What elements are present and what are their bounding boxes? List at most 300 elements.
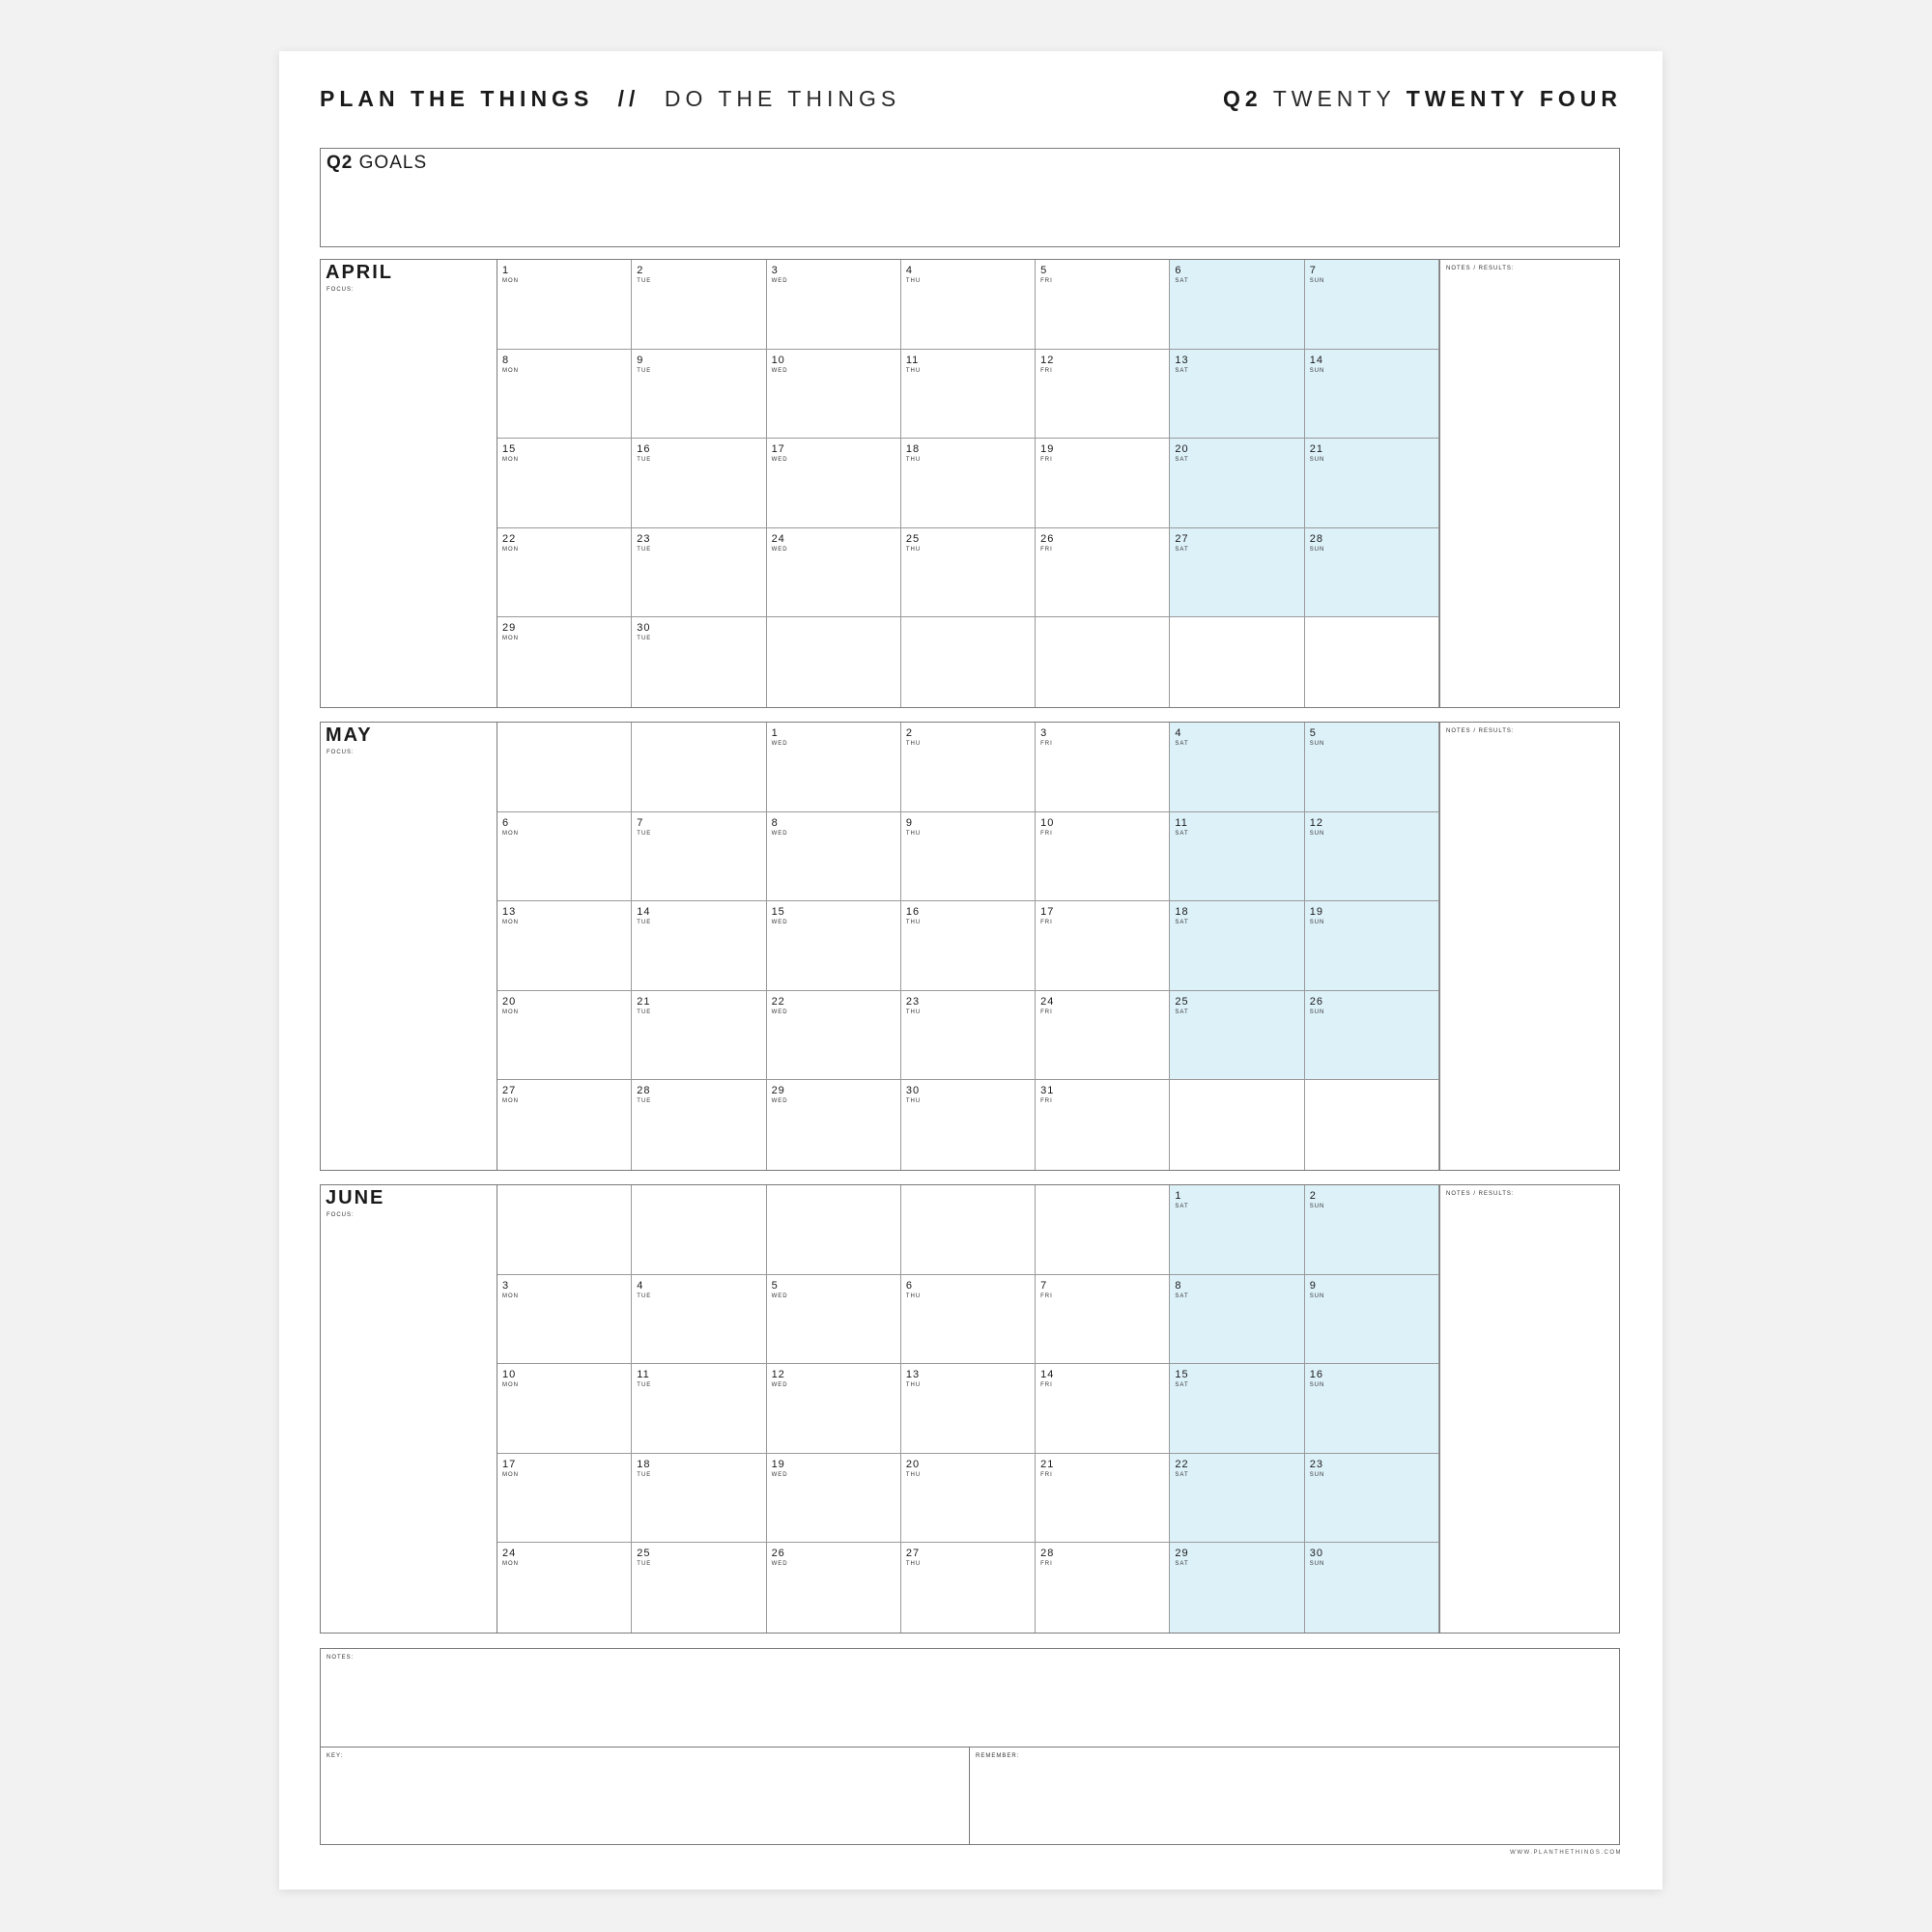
day-name: MON <box>502 1293 519 1299</box>
day-cell[interactable] <box>1170 723 1304 812</box>
day-cell[interactable] <box>632 1275 766 1365</box>
day-number: 30 <box>905 1085 921 1097</box>
day-name: WED <box>771 1098 788 1105</box>
day-number: 3 <box>771 265 779 276</box>
day-cell[interactable] <box>497 1080 632 1170</box>
day-name: SAT <box>1175 830 1189 837</box>
day-number: 29 <box>1175 1548 1189 1560</box>
day-cell[interactable] <box>901 1364 1036 1454</box>
day-name: WED <box>771 1471 788 1478</box>
day-number: 28 <box>1040 1548 1055 1560</box>
focus-label: FOCUS: <box>327 287 355 293</box>
empty-day-cell <box>497 723 632 812</box>
day-cell[interactable] <box>497 617 632 707</box>
day-name: WED <box>771 920 788 926</box>
day-number: 12 <box>771 1369 785 1381</box>
day-number: 17 <box>1040 906 1055 919</box>
day-name: FRI <box>1040 457 1053 464</box>
day-name: WED <box>771 741 788 747</box>
day-name: TUE <box>637 546 652 553</box>
day-number: 5 <box>1040 265 1048 276</box>
day-name: TUE <box>637 830 652 837</box>
day-name: TUE <box>637 636 652 642</box>
day-number: 16 <box>637 443 651 456</box>
day-name: SAT <box>1175 1561 1189 1568</box>
day-name: FRI <box>1040 546 1053 553</box>
day-number: 1 <box>771 727 779 739</box>
day-name: WED <box>771 1561 788 1568</box>
day-cell[interactable] <box>767 723 901 812</box>
day-cell[interactable] <box>767 1543 901 1633</box>
day-cell[interactable] <box>632 260 766 350</box>
day-number: 8 <box>502 354 510 366</box>
remember-box[interactable] <box>970 1747 1619 1844</box>
day-cell[interactable] <box>1305 901 1439 991</box>
day-cell[interactable] <box>1170 1364 1304 1454</box>
day-number: 5 <box>1309 727 1317 739</box>
month-focus-panel[interactable] <box>321 1185 497 1633</box>
day-name: TUE <box>637 1293 652 1299</box>
day-cell[interactable] <box>1170 901 1304 991</box>
header <box>320 86 1622 125</box>
day-number: 26 <box>771 1548 785 1560</box>
day-name: THU <box>905 830 922 837</box>
empty-day-cell <box>632 1185 766 1275</box>
day-cell[interactable] <box>901 991 1036 1081</box>
day-name: SUN <box>1309 367 1325 374</box>
day-cell[interactable] <box>767 528 901 618</box>
notes-results-label: NOTES / RESULTS: <box>1446 1191 1515 1197</box>
month-notes-results[interactable] <box>1439 1185 1619 1633</box>
empty-day-cell <box>1305 617 1439 707</box>
day-name: SUN <box>1309 1009 1325 1015</box>
day-cell[interactable] <box>901 350 1036 440</box>
day-number: 30 <box>637 622 651 635</box>
day-cell[interactable] <box>497 260 632 350</box>
day-name: MON <box>502 1471 519 1478</box>
day-cell[interactable] <box>497 1543 632 1633</box>
day-cell[interactable] <box>1036 1543 1170 1633</box>
day-name: FRI <box>1040 367 1053 374</box>
day-name: SAT <box>1175 1471 1189 1478</box>
day-number: 2 <box>905 727 913 739</box>
day-number: 2 <box>1309 1190 1317 1202</box>
day-cell[interactable] <box>1036 901 1170 991</box>
day-name: WED <box>771 1382 788 1389</box>
day-cell[interactable] <box>1036 1275 1170 1365</box>
day-cell[interactable] <box>1036 812 1170 902</box>
day-name: FRI <box>1040 1009 1053 1015</box>
day-name: WED <box>771 367 788 374</box>
day-name: MON <box>502 830 519 837</box>
focus-label: FOCUS: <box>327 1212 355 1218</box>
day-cell[interactable] <box>767 1364 901 1454</box>
day-name: SUN <box>1309 1204 1325 1209</box>
notes-results-label: NOTES / RESULTS: <box>1446 728 1515 734</box>
day-name: SUN <box>1309 1293 1325 1299</box>
day-name: SUN <box>1309 1561 1325 1568</box>
day-cell[interactable] <box>767 812 901 902</box>
day-cell[interactable] <box>497 812 632 902</box>
day-name: MON <box>502 546 519 553</box>
day-name: THU <box>905 741 922 747</box>
goals-box[interactable] <box>320 148 1620 247</box>
header-quarter <box>1223 86 1622 112</box>
day-number: 21 <box>1309 443 1323 456</box>
day-number: 21 <box>1040 1458 1055 1470</box>
day-name: MON <box>502 1098 519 1105</box>
day-cell[interactable] <box>632 439 766 528</box>
day-number: 19 <box>771 1458 785 1470</box>
day-number: 29 <box>502 622 517 635</box>
day-cell[interactable] <box>767 1275 901 1365</box>
day-cell[interactable] <box>1305 723 1439 812</box>
day-number: 31 <box>1040 1085 1055 1097</box>
day-number: 15 <box>502 443 517 456</box>
empty-day-cell <box>497 1185 632 1275</box>
day-number: 9 <box>1309 1279 1317 1292</box>
day-cell[interactable] <box>632 350 766 440</box>
day-number: 27 <box>905 1548 921 1560</box>
day-name: WED <box>771 278 788 284</box>
day-number: 24 <box>502 1548 517 1560</box>
day-number: 23 <box>905 995 921 1008</box>
day-number: 7 <box>1309 265 1317 276</box>
day-name: FRI <box>1040 830 1053 837</box>
day-cell[interactable] <box>1170 350 1304 440</box>
day-name: FRI <box>1040 278 1053 284</box>
day-name: SUN <box>1309 1382 1325 1389</box>
day-cell[interactable] <box>1170 1454 1304 1544</box>
day-name: SAT <box>1175 278 1189 284</box>
day-cell[interactable] <box>767 901 901 991</box>
day-cell[interactable] <box>632 1543 766 1633</box>
day-name: SAT <box>1175 1293 1189 1299</box>
day-number: 15 <box>771 906 785 919</box>
day-cell[interactable] <box>1170 439 1304 528</box>
day-name: SAT <box>1175 1204 1189 1209</box>
day-number: 14 <box>637 906 651 919</box>
month-block-1 <box>320 722 1620 1171</box>
day-cell[interactable] <box>901 439 1036 528</box>
day-cell[interactable] <box>632 617 766 707</box>
day-number: 22 <box>771 995 785 1008</box>
day-number: 25 <box>905 532 921 545</box>
planner-sheet <box>279 51 1662 1889</box>
day-cell[interactable] <box>1036 350 1170 440</box>
day-cell[interactable] <box>1170 812 1304 902</box>
day-number: 26 <box>1040 532 1055 545</box>
day-name: THU <box>905 1561 922 1568</box>
day-name: SAT <box>1175 1382 1189 1389</box>
day-cell[interactable] <box>1036 1364 1170 1454</box>
day-number: 4 <box>637 1279 644 1292</box>
month-notes-results[interactable] <box>1439 260 1619 707</box>
month-block-2 <box>320 1184 1620 1634</box>
day-name: SAT <box>1175 920 1189 926</box>
empty-day-cell <box>767 1185 901 1275</box>
day-number: 19 <box>1040 443 1055 456</box>
day-number: 14 <box>1040 1369 1055 1381</box>
day-number: 7 <box>1040 1279 1048 1292</box>
day-cell[interactable] <box>1305 260 1439 350</box>
notes-box[interactable] <box>321 1649 1619 1747</box>
day-cell[interactable] <box>497 1454 632 1544</box>
day-number: 3 <box>502 1279 510 1292</box>
day-number: 11 <box>637 1369 650 1381</box>
day-number: 21 <box>637 995 651 1008</box>
day-cell[interactable] <box>497 439 632 528</box>
day-cell[interactable] <box>767 439 901 528</box>
day-cell[interactable] <box>767 1080 901 1170</box>
day-cell[interactable] <box>1305 1543 1439 1633</box>
day-number: 10 <box>1040 816 1055 829</box>
day-number: 25 <box>637 1548 651 1560</box>
day-cell[interactable] <box>1036 991 1170 1081</box>
day-cell[interactable] <box>901 1080 1036 1170</box>
day-cell[interactable] <box>1036 723 1170 812</box>
day-number: 2 <box>637 265 644 276</box>
day-name: SUN <box>1309 830 1325 837</box>
goals-label: GOALS <box>358 153 428 173</box>
notes-label: NOTES: <box>327 1655 355 1661</box>
month-calendar-grid <box>497 260 1439 707</box>
day-cell[interactable] <box>901 1275 1036 1365</box>
day-cell[interactable] <box>1170 991 1304 1081</box>
day-cell[interactable] <box>767 350 901 440</box>
header-separator: // <box>617 86 640 111</box>
day-cell[interactable] <box>901 260 1036 350</box>
month-block-0 <box>320 259 1620 708</box>
day-cell[interactable] <box>632 528 766 618</box>
day-cell[interactable] <box>1170 1543 1304 1633</box>
day-cell[interactable] <box>1036 1080 1170 1170</box>
day-number: 28 <box>1309 532 1323 545</box>
month-calendar-grid <box>497 723 1439 1170</box>
day-cell[interactable] <box>632 1454 766 1544</box>
empty-day-cell <box>1305 1080 1439 1170</box>
day-name: FRI <box>1040 1293 1053 1299</box>
day-name: TUE <box>637 1561 652 1568</box>
day-name: TUE <box>637 1471 652 1478</box>
empty-day-cell <box>901 617 1036 707</box>
day-name: FRI <box>1040 1471 1053 1478</box>
day-name: TUE <box>637 1009 652 1015</box>
day-cell[interactable] <box>1170 260 1304 350</box>
month-calendar-grid <box>497 1185 1439 1633</box>
day-number: 20 <box>905 1458 921 1470</box>
day-name: THU <box>905 1471 922 1478</box>
header-quarter-twenty: TWENTY <box>1272 86 1396 111</box>
day-cell[interactable] <box>1305 1454 1439 1544</box>
day-name: WED <box>771 1009 788 1015</box>
day-name: SUN <box>1309 1471 1325 1478</box>
day-name: WED <box>771 1293 788 1299</box>
day-name: WED <box>771 830 788 837</box>
day-number: 23 <box>1309 1458 1323 1470</box>
day-name: MON <box>502 457 519 464</box>
day-number: 16 <box>1309 1369 1323 1381</box>
day-cell[interactable] <box>1170 1185 1304 1275</box>
day-name: THU <box>905 1009 922 1015</box>
day-number: 13 <box>905 1369 921 1381</box>
day-cell[interactable] <box>1305 1185 1439 1275</box>
day-number: 14 <box>1309 354 1323 366</box>
day-name: FRI <box>1040 1561 1053 1568</box>
day-number: 10 <box>771 354 785 366</box>
day-name: THU <box>905 367 922 374</box>
day-cell[interactable] <box>1305 1275 1439 1365</box>
day-name: THU <box>905 1382 922 1389</box>
day-number: 5 <box>771 1279 779 1292</box>
day-cell[interactable] <box>1036 1454 1170 1544</box>
day-cell[interactable] <box>1305 812 1439 902</box>
day-cell[interactable] <box>767 991 901 1081</box>
day-number: 4 <box>905 265 913 276</box>
day-number: 19 <box>1309 906 1323 919</box>
day-cell[interactable] <box>632 1080 766 1170</box>
day-cell[interactable] <box>632 991 766 1081</box>
day-number: 20 <box>502 995 517 1008</box>
day-number: 24 <box>771 532 785 545</box>
day-name: MON <box>502 1382 519 1389</box>
bottom-section <box>320 1648 1620 1845</box>
remember-label: REMEMBER: <box>976 1753 1020 1759</box>
day-name: SUN <box>1309 278 1325 284</box>
day-cell[interactable] <box>767 1454 901 1544</box>
day-number: 6 <box>1175 265 1182 276</box>
day-name: SUN <box>1309 741 1325 747</box>
day-cell[interactable] <box>1305 991 1439 1081</box>
day-name: TUE <box>637 367 652 374</box>
day-name: FRI <box>1040 1098 1053 1105</box>
day-name: MON <box>502 920 519 926</box>
day-name: FRI <box>1040 741 1053 747</box>
day-name: THU <box>905 920 922 926</box>
day-name: SUN <box>1309 546 1325 553</box>
empty-day-cell <box>901 1185 1036 1275</box>
day-name: WED <box>771 457 788 464</box>
day-number: 11 <box>1175 816 1188 829</box>
day-number: 12 <box>1309 816 1323 829</box>
day-name: THU <box>905 546 922 553</box>
empty-day-cell <box>767 617 901 707</box>
day-number: 9 <box>637 354 644 366</box>
day-cell[interactable] <box>632 812 766 902</box>
day-cell[interactable] <box>1305 350 1439 440</box>
day-number: 1 <box>502 265 510 276</box>
day-name: SUN <box>1309 457 1325 464</box>
day-cell[interactable] <box>1036 260 1170 350</box>
day-number: 3 <box>1040 727 1048 739</box>
website-url: WWW.PLANTHETHINGS.COM <box>1510 1850 1622 1856</box>
day-cell[interactable] <box>901 1454 1036 1544</box>
empty-day-cell <box>1170 1080 1304 1170</box>
day-number: 18 <box>1175 906 1189 919</box>
day-number: 28 <box>637 1085 651 1097</box>
day-name: SUN <box>1309 920 1325 926</box>
day-cell[interactable] <box>632 1364 766 1454</box>
notes-results-label: NOTES / RESULTS: <box>1446 266 1515 271</box>
day-number: 6 <box>905 1279 913 1292</box>
day-number: 30 <box>1309 1548 1323 1560</box>
day-cell[interactable] <box>497 901 632 991</box>
day-name: SAT <box>1175 1009 1189 1015</box>
day-cell[interactable] <box>901 901 1036 991</box>
day-name: TUE <box>637 278 652 284</box>
header-tagline <box>320 86 900 112</box>
day-name: THU <box>905 457 922 464</box>
month-focus-panel[interactable] <box>321 723 497 1170</box>
day-number: 7 <box>637 816 644 829</box>
day-cell[interactable] <box>632 901 766 991</box>
day-number: 29 <box>771 1085 785 1097</box>
day-number: 15 <box>1175 1369 1189 1381</box>
day-number: 11 <box>905 354 920 366</box>
day-name: THU <box>905 278 922 284</box>
day-cell[interactable] <box>901 528 1036 618</box>
day-number: 1 <box>1175 1190 1182 1202</box>
day-name: THU <box>905 1098 922 1105</box>
day-number: 27 <box>502 1085 517 1097</box>
day-cell[interactable] <box>1170 528 1304 618</box>
day-name: MON <box>502 1009 519 1015</box>
day-name: SAT <box>1175 367 1189 374</box>
day-name: MON <box>502 367 519 374</box>
day-number: 8 <box>771 816 779 829</box>
day-cell[interactable] <box>497 991 632 1081</box>
day-cell[interactable] <box>901 723 1036 812</box>
day-cell[interactable] <box>1036 528 1170 618</box>
day-cell[interactable] <box>497 1275 632 1365</box>
header-plan-text: PLAN THE THINGS <box>320 86 594 111</box>
month-name: MAY <box>326 724 373 746</box>
day-name: MON <box>502 636 519 642</box>
day-cell[interactable] <box>1170 1275 1304 1365</box>
day-cell[interactable] <box>1305 1364 1439 1454</box>
empty-day-cell <box>632 723 766 812</box>
day-number: 27 <box>1175 532 1189 545</box>
day-cell[interactable] <box>901 1543 1036 1633</box>
day-cell[interactable] <box>1305 528 1439 618</box>
key-box[interactable] <box>321 1747 970 1844</box>
month-name: APRIL <box>326 262 393 283</box>
day-cell[interactable] <box>901 812 1036 902</box>
day-cell[interactable] <box>497 1364 632 1454</box>
key-label: KEY: <box>327 1753 344 1759</box>
day-number: 23 <box>637 532 651 545</box>
day-number: 22 <box>1175 1458 1189 1470</box>
empty-day-cell <box>1170 617 1304 707</box>
header-quarter-year: TWENTY FOUR <box>1406 86 1622 111</box>
day-name: FRI <box>1040 1382 1053 1389</box>
day-cell[interactable] <box>497 528 632 618</box>
goals-title <box>327 153 427 174</box>
day-name: MON <box>502 1561 519 1568</box>
day-cell[interactable] <box>767 260 901 350</box>
day-number: 17 <box>771 443 785 456</box>
day-cell[interactable] <box>1305 439 1439 528</box>
day-name: SAT <box>1175 457 1189 464</box>
month-focus-panel[interactable] <box>321 260 497 707</box>
empty-day-cell <box>1036 1185 1170 1275</box>
day-name: TUE <box>637 920 652 926</box>
day-number: 10 <box>502 1369 517 1381</box>
day-cell[interactable] <box>497 350 632 440</box>
day-cell[interactable] <box>1036 439 1170 528</box>
day-number: 13 <box>502 906 517 919</box>
month-notes-results[interactable] <box>1439 723 1619 1170</box>
